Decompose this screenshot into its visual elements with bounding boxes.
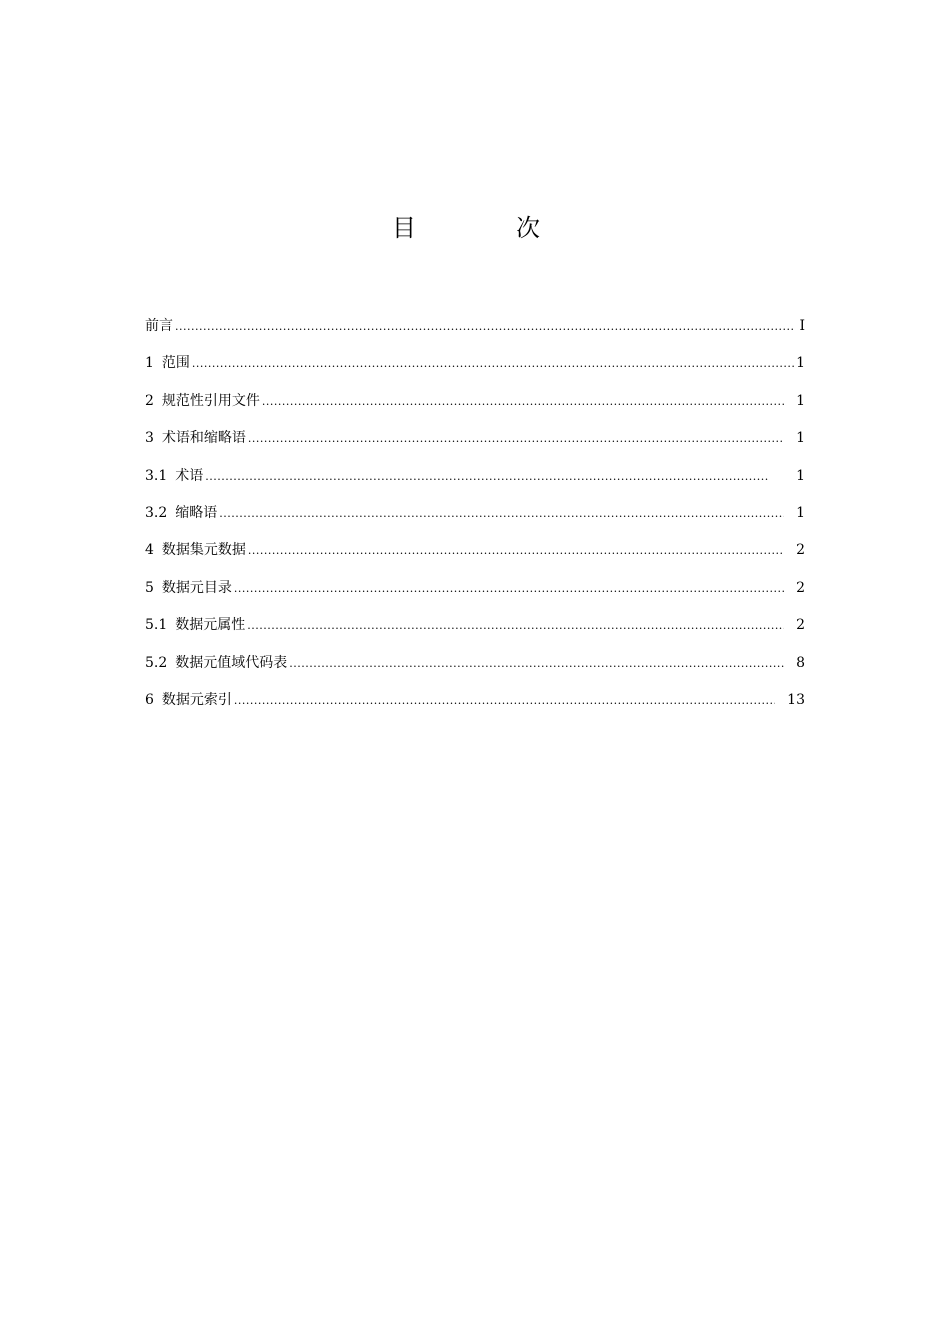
toc-entry-page: 2 [796,617,805,634]
toc-entry-4[interactable] [145,540,805,577]
table-of-contents [145,316,805,727]
toc-dot-leader [247,616,784,636]
toc-entry-label: 缩略语 [175,504,218,521]
toc-entry-5[interactable] [145,578,805,615]
toc-entry-3-2[interactable] [145,503,805,540]
page-title: 目 次 [392,214,578,242]
toc-dot-leader [219,504,784,524]
toc-entry-number: 3.1 [145,467,168,484]
toc-entry-page: 1 [796,355,805,372]
toc-entry-label: 术语 [175,467,204,484]
toc-entry-5-2[interactable] [145,653,805,690]
toc-entry-label: 数据元目录 [161,579,232,596]
toc-entry-page: 13 [787,691,805,708]
toc-entry-number: 2 [145,392,154,409]
toc-entry-label: 数据集元数据 [161,542,246,559]
toc-entry-2[interactable] [145,391,805,428]
toc-entry-number: 5.1 [145,617,168,634]
toc-entry-page: 2 [796,579,805,596]
toc-dot-leader [234,579,784,599]
toc-dot-leader [248,541,784,561]
toc-entry-label: 术语和缩略语 [161,430,246,447]
toc-entry-label: 规范性引用文件 [161,392,260,409]
toc-dot-leader [289,654,784,674]
toc-entry-3-1[interactable] [145,466,805,503]
toc-entry-page: 1 [796,430,805,447]
toc-entry-5-1[interactable] [145,615,805,652]
toc-entry-label: 数据元值域代码表 [175,654,288,671]
toc-entry-number: 5 [145,579,154,596]
toc-entry-number: 3.2 [145,504,168,521]
toc-entry-page: 2 [796,542,805,559]
toc-entry-number: 5.2 [145,654,168,671]
toc-entry-label: 范围 [161,355,190,372]
toc-entry-label: 数据元索引 [161,691,232,708]
toc-entry-foreword[interactable] [145,316,805,353]
toc-entry-label: 前言 [145,318,173,334]
toc-dot-leader [175,317,795,337]
toc-entry-number: 1 [145,355,154,372]
toc-dot-leader [234,691,775,711]
toc-dot-leader [262,392,784,412]
toc-dot-leader [248,429,784,449]
toc-entry-6[interactable] [145,690,805,727]
toc-dot-leader [192,354,794,374]
toc-entry-label: 数据元属性 [175,617,246,634]
toc-entry-number: 4 [145,542,154,559]
toc-entry-page: 8 [796,654,805,671]
toc-entry-3[interactable] [145,428,805,465]
toc-entry-1[interactable] [145,353,805,390]
toc-entry-number: 3 [145,430,154,447]
toc-dot-leader [205,467,768,487]
toc-entry-page: 1 [796,467,805,484]
toc-entry-number: 6 [145,691,154,708]
toc-entry-page: 1 [796,392,805,409]
toc-entry-page: I [799,318,805,334]
toc-entry-page: 1 [796,504,805,521]
